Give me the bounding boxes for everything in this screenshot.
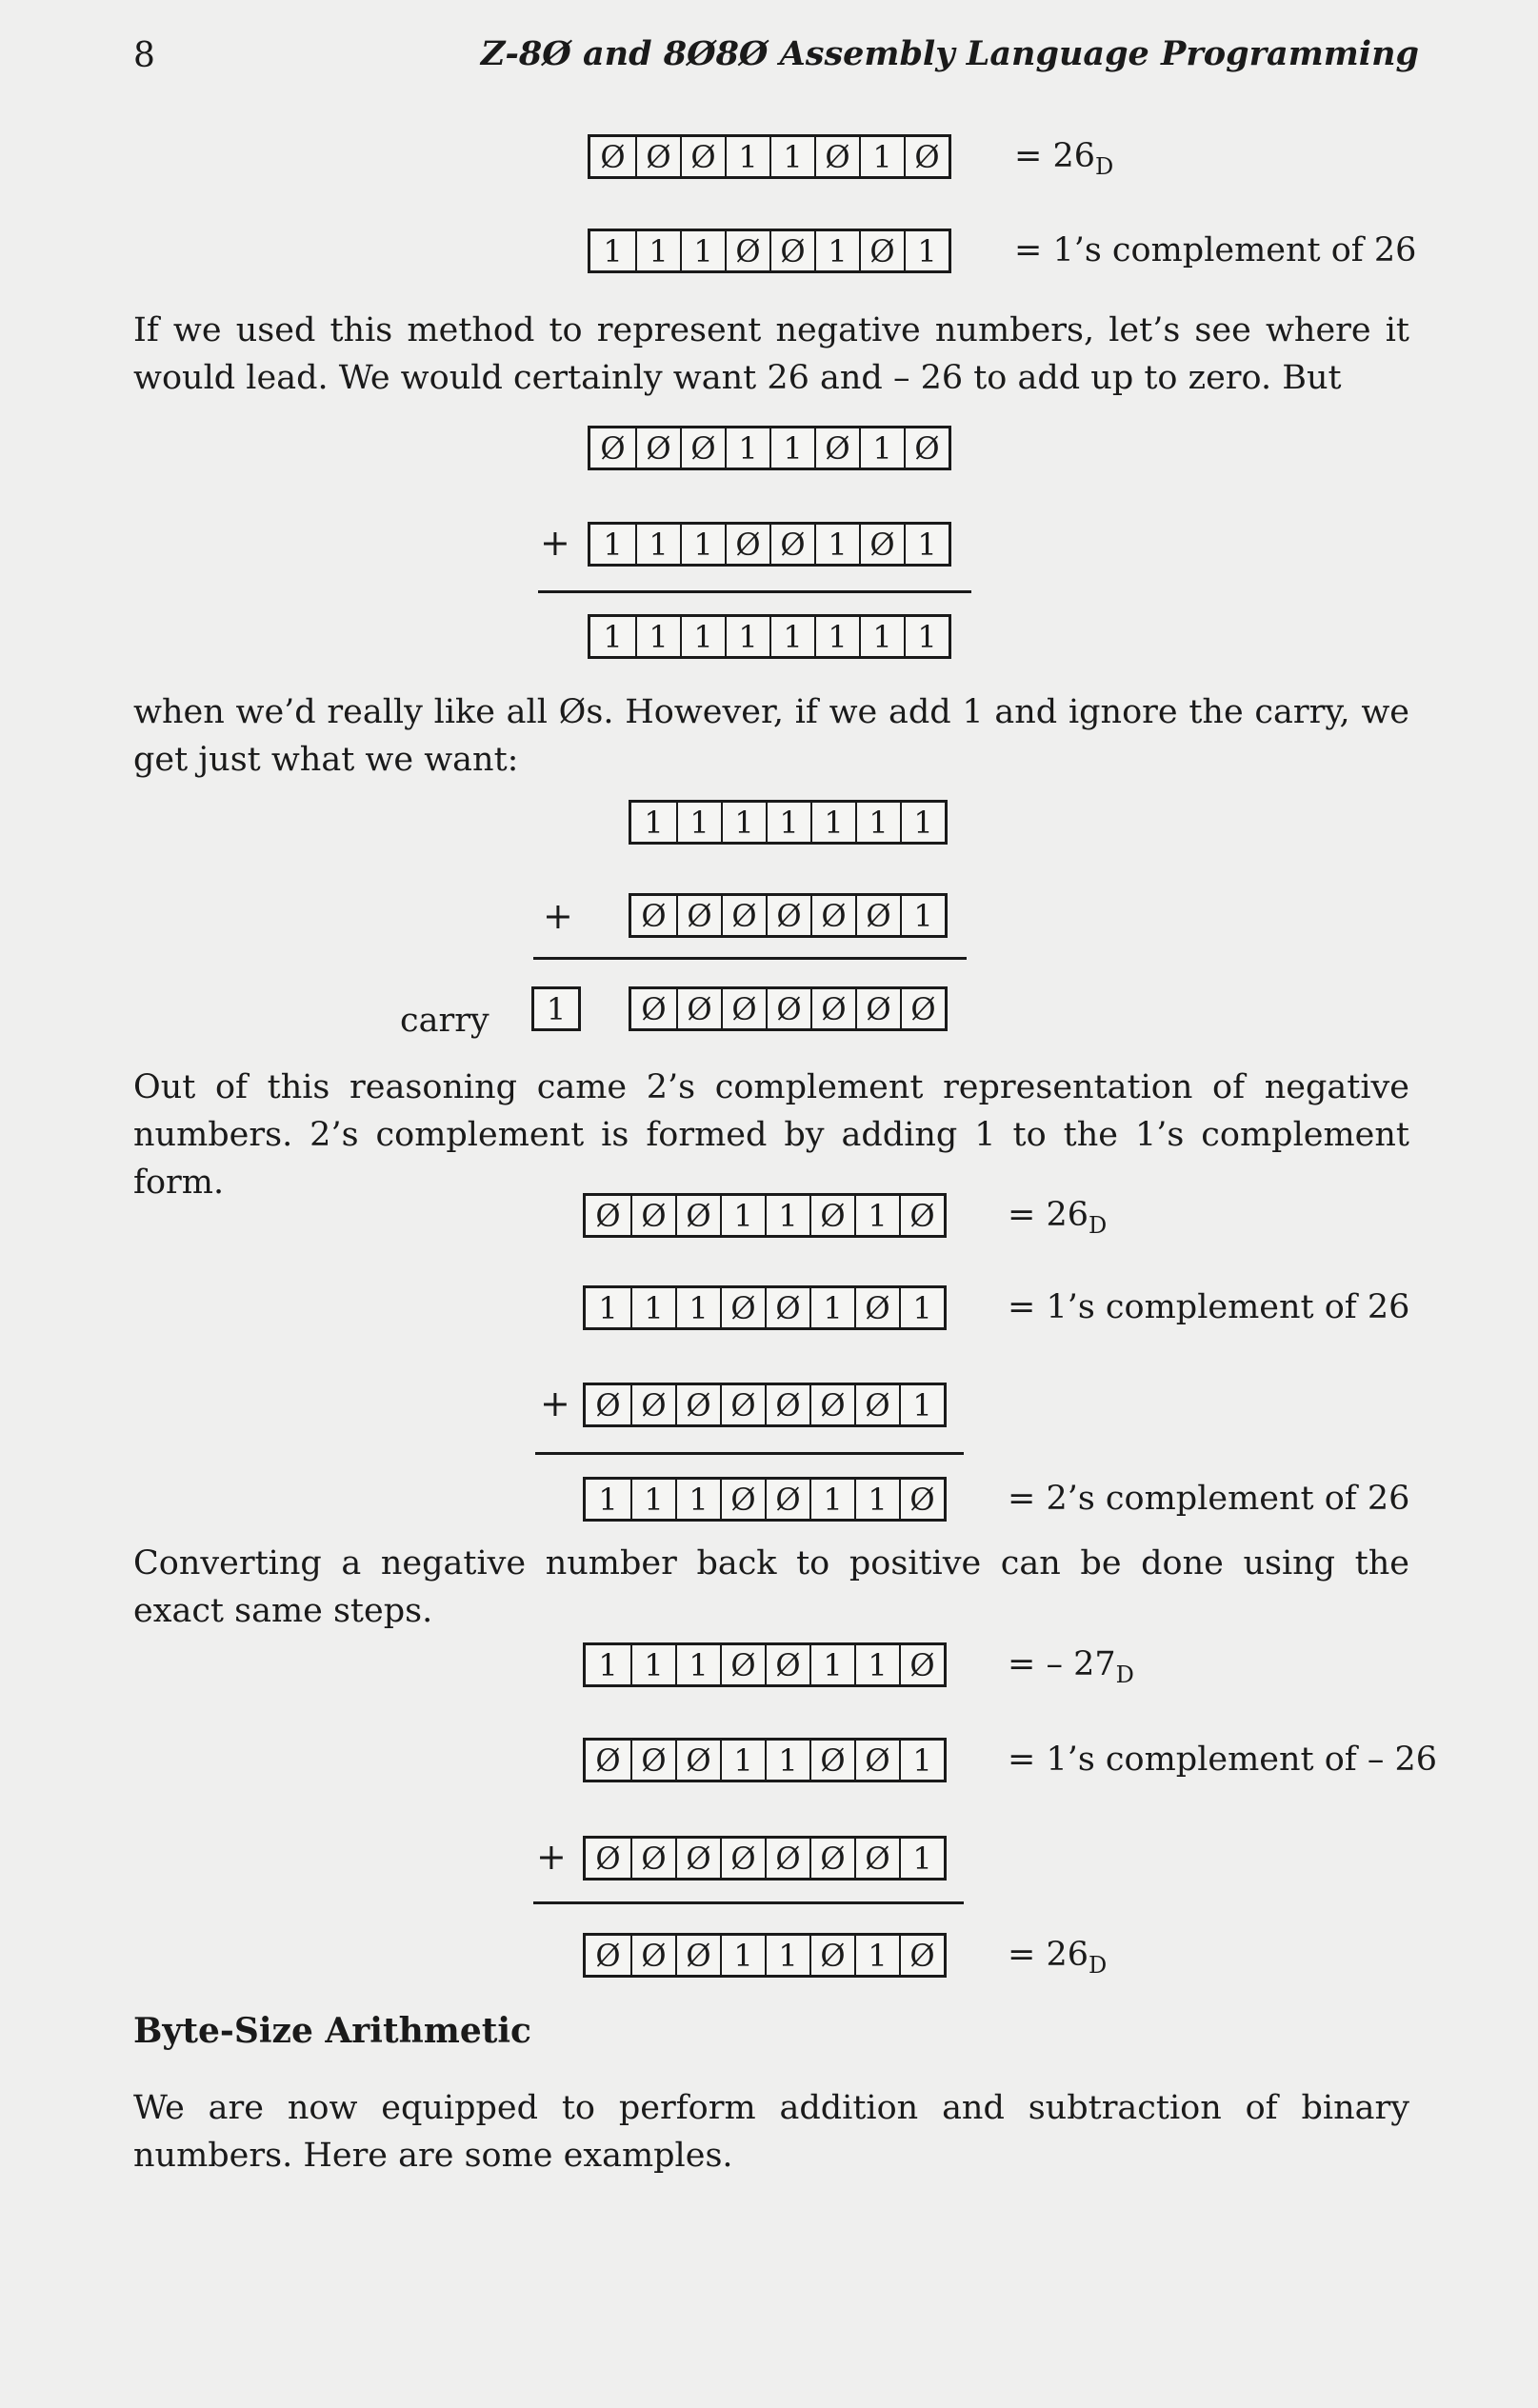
bit-cell: 1 [603, 232, 623, 269]
bit-cell: Ø [676, 896, 721, 935]
bit-cell: 1 [859, 617, 904, 656]
register-r16 [583, 1933, 947, 1978]
bit-cell: 1 [635, 617, 680, 656]
plus-sign-2: + [543, 895, 573, 937]
bit-cell: Ø [899, 1196, 944, 1235]
label-ones-comp-top: = 1’s complement of 26 [1014, 231, 1417, 269]
bit-cell: 1 [720, 1741, 765, 1780]
bit-cell: Ø [904, 428, 949, 468]
bit-cell: Ø [630, 1385, 675, 1424]
bit-cell: 1 [809, 1288, 854, 1327]
bit-cell: 1 [675, 1480, 720, 1519]
bit-cell: Ø [720, 1385, 765, 1424]
bit-cell: 1 [904, 617, 949, 656]
bit-cell: 1 [598, 1289, 618, 1326]
bit-cell: Ø [765, 1385, 809, 1424]
bit-cell: 1 [676, 803, 721, 842]
section-heading: Byte-Size Arithmetic [133, 2011, 531, 2051]
bit-cell: Ø [595, 1197, 621, 1234]
bit-cell: Ø [675, 1936, 720, 1975]
bit-cell: Ø [675, 1839, 720, 1878]
bit-cell: 1 [814, 231, 859, 270]
plus-sign-4: + [536, 1836, 567, 1878]
bit-cell: 1 [598, 1481, 618, 1518]
bit-cell: 1 [809, 1645, 854, 1684]
bit-cell: Ø [635, 137, 680, 176]
bit-cell: 1 [769, 428, 814, 468]
bit-cell: Ø [720, 1480, 765, 1519]
register-r1 [588, 134, 951, 179]
bit-cell: Ø [600, 138, 626, 175]
bit-cell: 1 [769, 617, 814, 656]
bit-cell: 1 [680, 617, 725, 656]
bit-cell: 1 [720, 1936, 765, 1975]
bit-cell: Ø [720, 1839, 765, 1878]
bit-cell: 1 [635, 231, 680, 270]
bit-cell: 1 [899, 1741, 944, 1780]
bit-cell: Ø [635, 428, 680, 468]
register-r5 [588, 614, 951, 659]
bit-cell: Ø [630, 1839, 675, 1878]
bit-cell: 1 [904, 231, 949, 270]
bit-cell: 1 [765, 1196, 809, 1235]
bit-cell: 1 [809, 1480, 854, 1519]
bit-cell: Ø [814, 428, 859, 468]
bit-cell: Ø [854, 1741, 899, 1780]
bit-cell: Ø [680, 137, 725, 176]
bit-cell: 1 [899, 1839, 944, 1878]
bit-cell: Ø [859, 525, 904, 564]
bit-cell: Ø [904, 137, 949, 176]
register-r9 [583, 1193, 947, 1238]
register-r10 [583, 1285, 947, 1330]
bit-cell: 1 [854, 1645, 899, 1684]
bit-cell: 1 [765, 1936, 809, 1975]
bit-cell: Ø [809, 1741, 854, 1780]
register-r4 [588, 522, 951, 567]
bit-cell: 1 [855, 803, 900, 842]
bit-cell: Ø [641, 990, 667, 1027]
bit-cell: 1 [725, 617, 769, 656]
bit-cell: Ø [630, 1196, 675, 1235]
bit-cell: Ø [855, 896, 900, 935]
plus-sign-3: + [540, 1383, 570, 1424]
bit-cell: Ø [600, 429, 626, 467]
bit-cell: 1 [854, 1936, 899, 1975]
bit-cell: 1 [630, 1288, 675, 1327]
bit-cell: Ø [675, 1741, 720, 1780]
bit-cell: Ø [809, 1936, 854, 1975]
bit-cell: 1 [644, 804, 664, 841]
bit-cell: 1 [900, 803, 945, 842]
paragraph-3: Out of this reasoning came 2’s complement representation of negative numbers. 2’s complement is formed by adding 1 to the 1’s complement form. [133, 1068, 1409, 1202]
bit-cell: Ø [680, 428, 725, 468]
bit-cell: Ø [765, 1645, 809, 1684]
bit-cell: 1 [859, 137, 904, 176]
register-r3 [588, 426, 951, 470]
bit-cell: 1 [904, 525, 949, 564]
bit-cell: Ø [630, 1741, 675, 1780]
carry-label: carry [400, 1002, 489, 1040]
bit-cell: Ø [769, 231, 814, 270]
bit-cell: 1 [680, 525, 725, 564]
paragraph-2: when we’d really like all Øs. However, if we add 1 and ignore the carry, we get just what we want: [133, 693, 1409, 779]
register-r6 [629, 800, 948, 845]
register-r13 [583, 1642, 947, 1687]
bit-cell: 1 [603, 618, 623, 655]
bit-cell: 1 [854, 1196, 899, 1235]
sum-rule-1 [538, 590, 971, 593]
bit-cell: Ø [725, 231, 769, 270]
bit-cell: Ø [855, 989, 900, 1028]
bit-cell: 1 [810, 803, 855, 842]
plus-sign-1: + [540, 522, 570, 564]
sum-rule-4 [533, 1901, 964, 1904]
label-neg27: = – $27_D$ [1008, 1645, 1134, 1688]
label-ones-comp-mid: = 1’s complement of 26 [1008, 1288, 1410, 1326]
carry-box: 1 [531, 986, 581, 1031]
bit-cell: 1 [900, 896, 945, 935]
bit-cell: Ø [809, 1839, 854, 1878]
bit-cell: 1 [814, 525, 859, 564]
bit-cell: 1 [899, 1288, 944, 1327]
bit-cell: 1 [854, 1480, 899, 1519]
label-eq26-top: = $26_D$ [1014, 137, 1114, 180]
bit-cell: Ø [854, 1288, 899, 1327]
bit-cell: Ø [765, 1839, 809, 1878]
bit-cell: Ø [595, 1937, 621, 1974]
bit-cell: Ø [900, 989, 945, 1028]
bit-cell: Ø [595, 1840, 621, 1877]
bit-cell: 1 [769, 137, 814, 176]
bit-cell: Ø [720, 1645, 765, 1684]
register-r2 [588, 229, 951, 273]
bit-cell: Ø [814, 137, 859, 176]
label-twos-comp: = 2’s complement of 26 [1008, 1480, 1410, 1518]
sum-rule-2 [533, 957, 967, 960]
bit-cell: Ø [809, 1196, 854, 1235]
bit-cell: 1 [766, 803, 810, 842]
bit-cell: Ø [725, 525, 769, 564]
bit-cell: 1 [635, 525, 680, 564]
bit-cell: 1 [725, 137, 769, 176]
bit-cell: Ø [766, 896, 810, 935]
bit-cell: 1 [814, 617, 859, 656]
bit-cell: 1 [725, 428, 769, 468]
label-eq26-bottom: = $26_D$ [1008, 1936, 1108, 1979]
bit-cell: Ø [765, 1288, 809, 1327]
bit-cell: Ø [595, 1741, 621, 1779]
register-r14 [583, 1738, 947, 1782]
bit-cell: Ø [721, 989, 766, 1028]
register-r7 [629, 893, 948, 938]
bit-cell: Ø [630, 1936, 675, 1975]
sum-rule-3 [535, 1452, 964, 1455]
bit-cell: Ø [810, 989, 855, 1028]
bit-cell: 1 [720, 1196, 765, 1235]
bit-cell: 1 [675, 1645, 720, 1684]
bit-cell: Ø [595, 1386, 621, 1423]
bit-cell: 1 [598, 1646, 618, 1683]
bit-cell: Ø [675, 1196, 720, 1235]
register-r11 [583, 1383, 947, 1427]
bit-cell: 1 [630, 1645, 675, 1684]
register-r12 [583, 1477, 947, 1522]
bit-cell: Ø [766, 989, 810, 1028]
bit-cell: Ø [641, 897, 667, 934]
bit-cell: 1 [899, 1385, 944, 1424]
running-title: Z-8Ø and 8Ø8Ø Assembly Language Programming [480, 34, 1419, 73]
bit-cell: 1 [859, 428, 904, 468]
register-r8 [629, 986, 948, 1031]
bit-cell: Ø [859, 231, 904, 270]
bit-cell: Ø [899, 1936, 944, 1975]
bit-cell: 1 [603, 526, 623, 563]
bit-cell: 1 [680, 231, 725, 270]
register-r15 [583, 1836, 947, 1881]
bit-cell: Ø [721, 896, 766, 935]
bit-cell: Ø [675, 1385, 720, 1424]
bit-cell: 1 [765, 1741, 809, 1780]
bit-cell: Ø [765, 1480, 809, 1519]
bit-cell: Ø [809, 1385, 854, 1424]
label-ones-comp-neg: = 1’s complement of – 26 [1008, 1741, 1438, 1779]
bit-cell: 1 [630, 1480, 675, 1519]
bit-cell: Ø [676, 989, 721, 1028]
paragraph-1: If we used this method to represent negative numbers, let’s see where it would lead. We would certainly want 26 and – 26 to add up to zero. But [133, 311, 1409, 397]
bit-cell: Ø [854, 1385, 899, 1424]
paragraph-5: We are now equipped to perform addition and subtraction of binary numbers. Here are some examples. [133, 2089, 1409, 2175]
bit-cell: Ø [810, 896, 855, 935]
label-eq26-mid: = $26_D$ [1008, 1196, 1108, 1239]
bit-cell: Ø [769, 525, 814, 564]
paragraph-4: Converting a negative number back to positive can be done using the exact same steps. [133, 1544, 1409, 1630]
bit-cell: Ø [899, 1480, 944, 1519]
bit-cell: Ø [899, 1645, 944, 1684]
bit-cell: Ø [720, 1288, 765, 1327]
page-number: 8 [133, 36, 155, 75]
bit-cell: Ø [854, 1839, 899, 1878]
bit-cell: 1 [721, 803, 766, 842]
bit-cell: 1 [675, 1288, 720, 1327]
